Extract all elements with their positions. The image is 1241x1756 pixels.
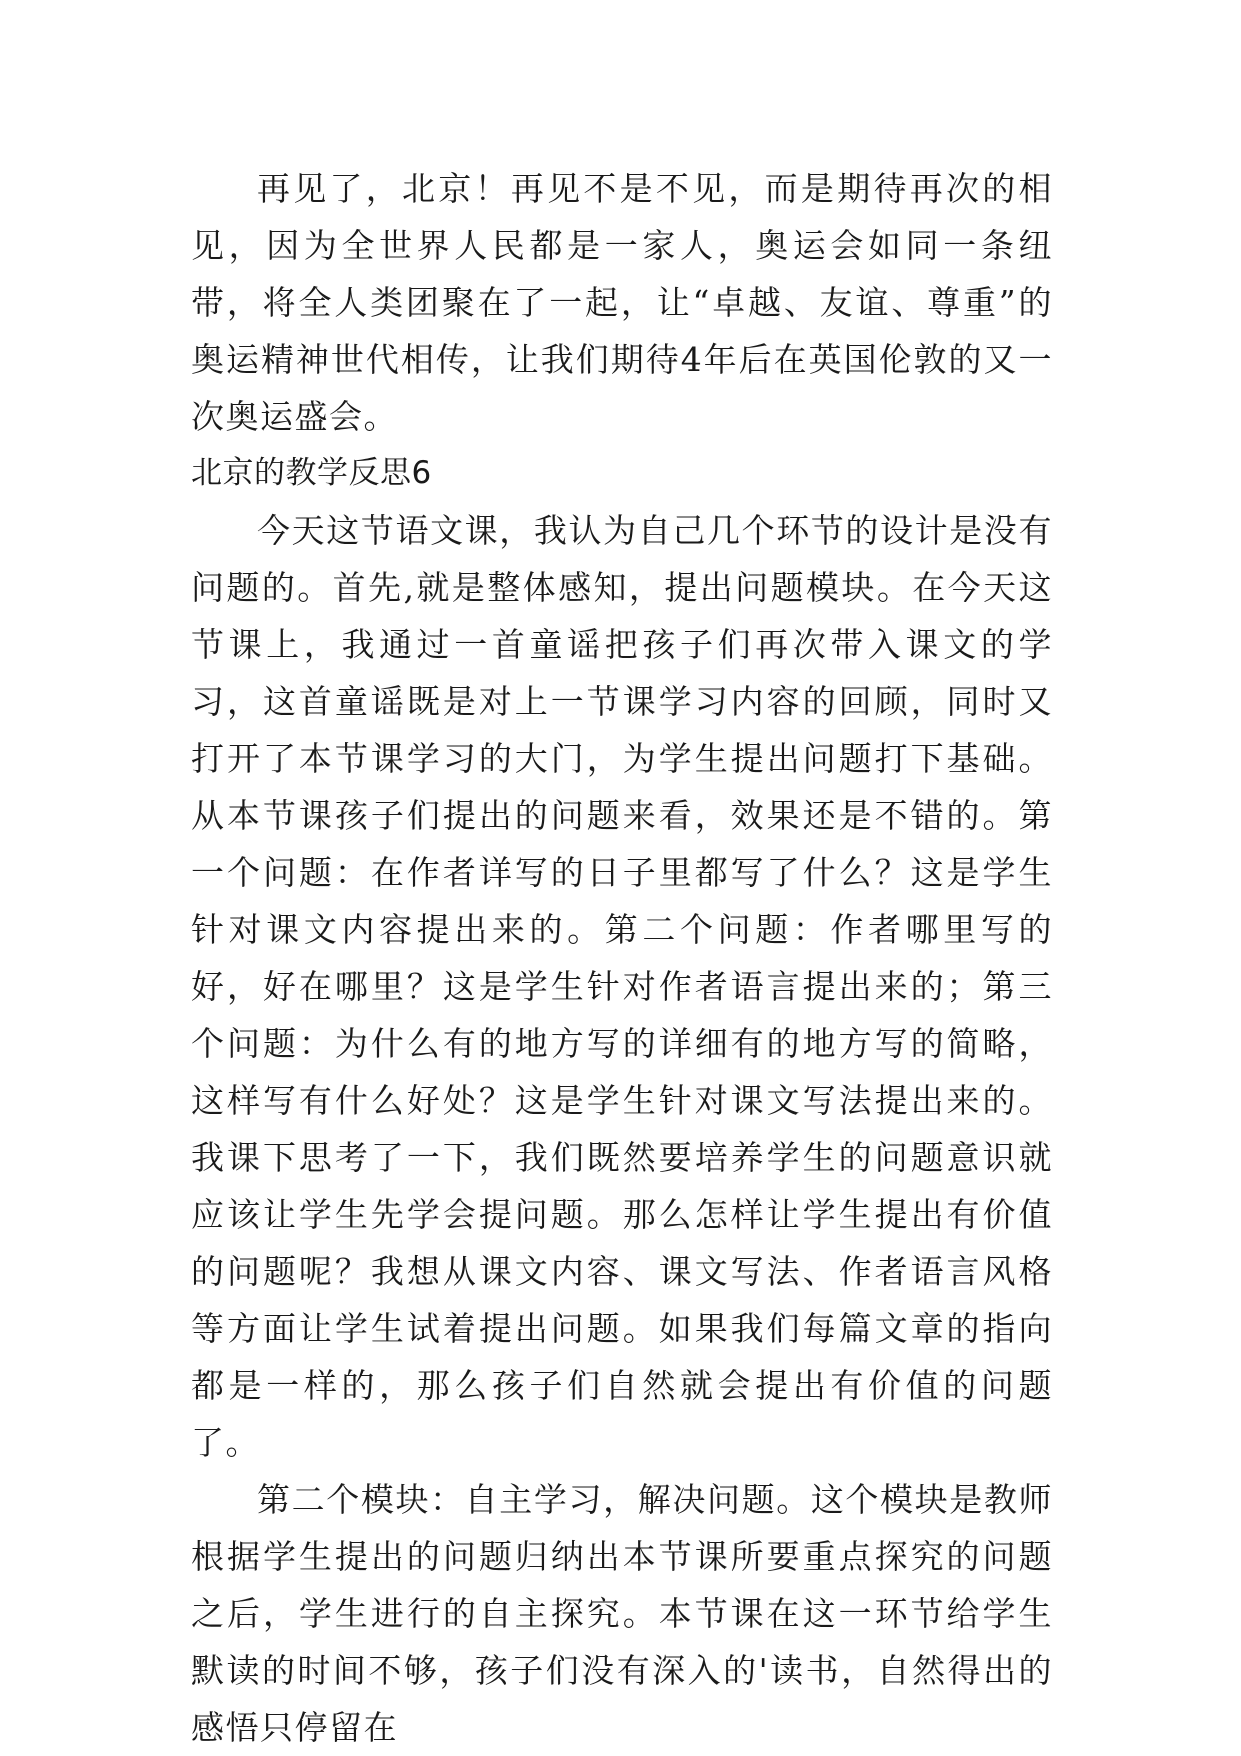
paragraph-reflection-2: 第二个模块：自主学习，解决问题。这个模块是教师根据学生提出的问题归纳出本节课所要重点探究的问题之后，学生进行的自主探究。本节课在这一环节给学生默读的时间不够，孩子们没有深入的'读书，自然得出的感悟只停留在: [191, 1480, 1053, 1747]
paragraph-reflection-1: 今天这节语文课，我认为自己几个环节的设计是没有问题的。首先,就是整体感知，提出问题模块。在今天这节课上，我通过一首童谣把孩子们再次带入课文的学习，这首童谣既是对上一节课学习内容的回顾，同时又打开了本节课学习的大门，为学生提出问题打下基础。从本节课孩子们提出的问题来看，效果还是不错的。第一个问题：在作者详写的日子里都写了什么？这是学生针对课文内容提出来的。第二个问题：作者哪里写的好，好在哪里？这是学生针对作者语言提出来的；第三个问题：为什么有的地方写的详细有的地方写的简略，这样写有什么好处？这是学生针对课文写法提出来的。我课下思考了一下，我们既然要培养学生的问题意识就应该让学生先学会提问题。那么怎样让学生提出有价值的问题呢？我想从课文内容、课文写法、作者语言风格等方面让学生试着提出问题。如果我们每篇文章的指向都是一样的，那么孩子们自然就会提出有价值的问题了。: [191, 511, 1053, 1462]
paragraph-closing: 再见了，北京！再见不是不见，而是期待再次的相见，因为全世界人民都是一家人，奥运会如同一条纽带，将全人类团聚在了一起，让“卓越、友谊、尊重”的奥运精神世代相传，让我们期待4年后在英国伦敦的又一次奥运盛会。: [191, 169, 1053, 436]
body-text: [191, 160, 1053, 1756]
section-heading: 北京的教学反思6: [191, 455, 432, 491]
